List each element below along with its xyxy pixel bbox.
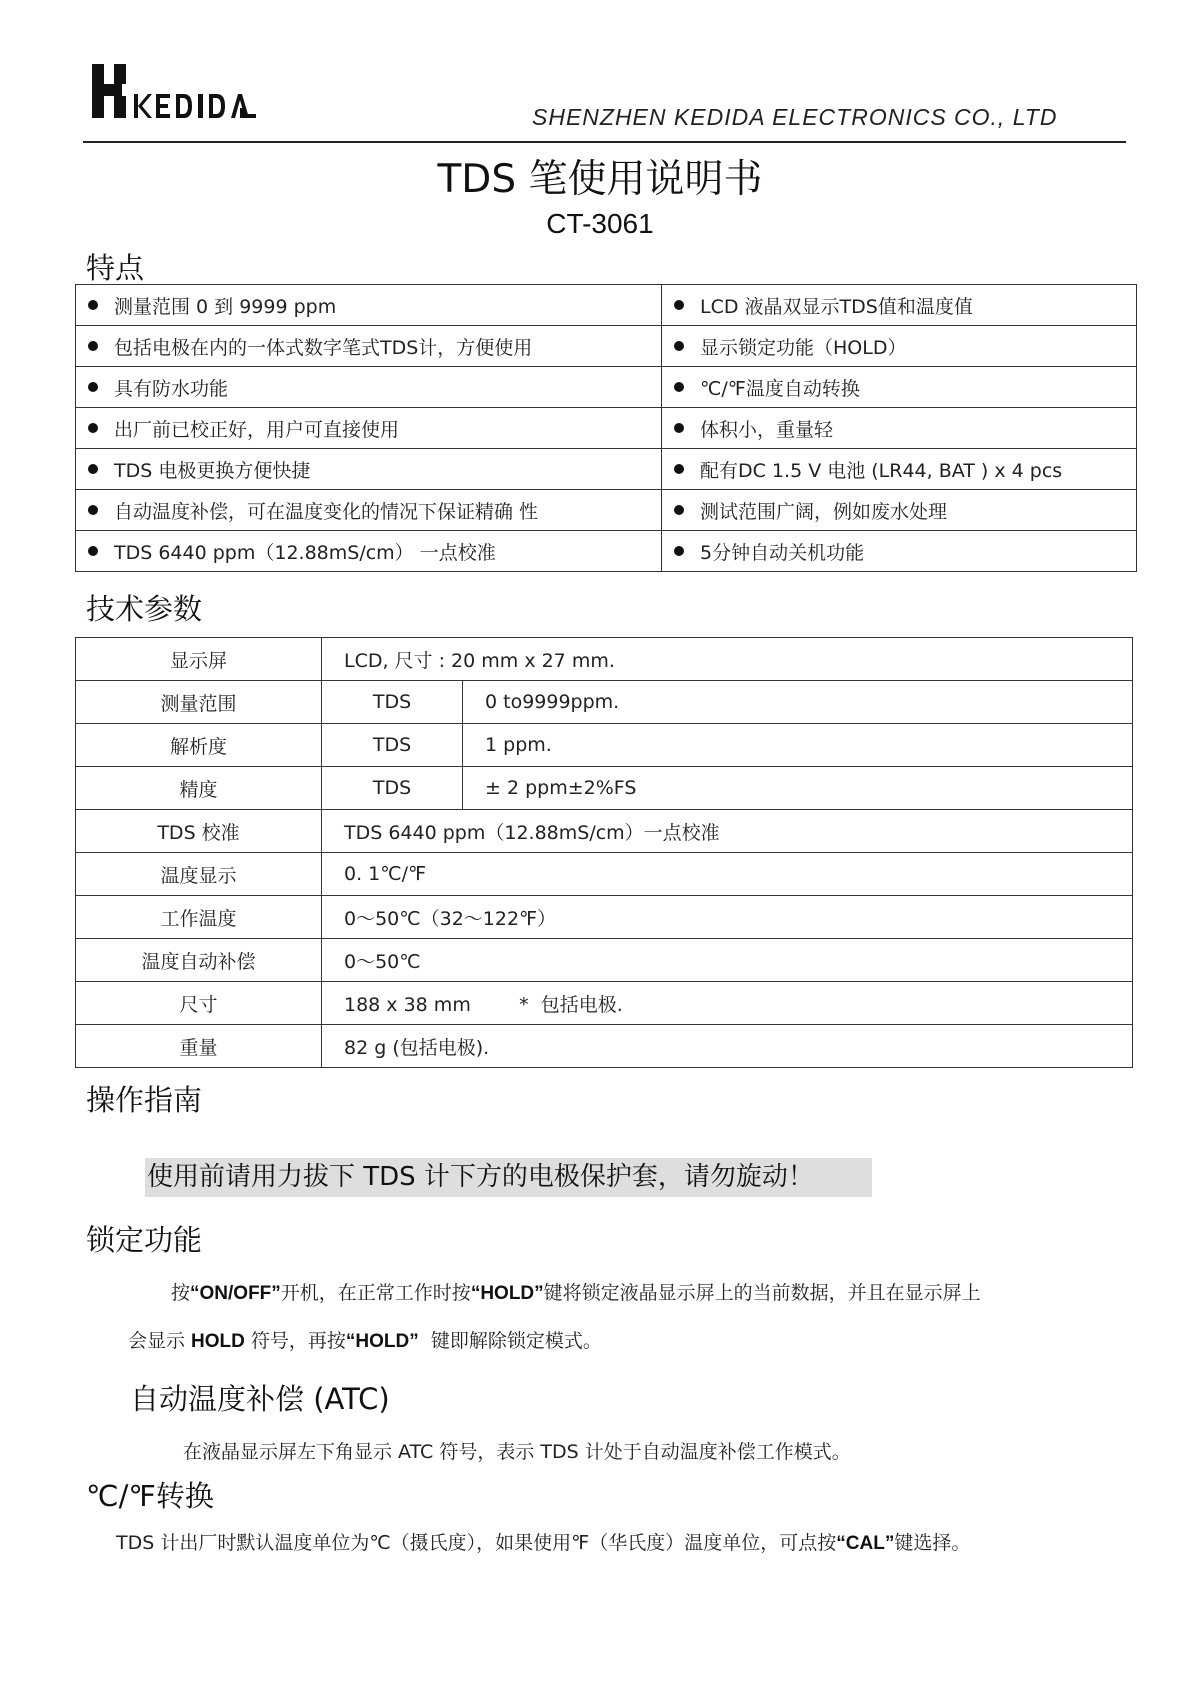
spec-value: 82 g (包括电极).: [322, 1025, 1133, 1068]
header-divider: [83, 141, 1126, 143]
feature-cell: 包括电极在内的一体式数字笔式TDS计，方便使用: [76, 326, 662, 367]
feature-cell: TDS 电极更换方便快捷: [76, 449, 662, 490]
spec-param: TDS: [322, 681, 463, 724]
table-row: [76, 408, 1137, 449]
feature-cell: 配有DC 1.5 V 电池 (LR44, BAT ) x 4 pcs: [662, 449, 1137, 490]
bullet-icon: [674, 423, 684, 433]
operation-heading: 操作指南: [86, 1083, 203, 1117]
table-row: [76, 724, 1133, 767]
spec-label: 温度自动补偿: [76, 939, 322, 982]
bullet-icon: [674, 382, 684, 392]
table-row: [76, 810, 1133, 853]
bullet-icon: [88, 505, 98, 515]
specs-table: [75, 637, 1133, 1068]
table-row: [76, 531, 1137, 572]
bullet-icon: [88, 464, 98, 474]
bullet-icon: [674, 546, 684, 556]
spec-label: 测量范围: [76, 681, 322, 724]
atc-paragraph: 在液晶显示屏左下角显示 ATC 符号，表示 TDS 计处于自动温度补偿工作模式。: [183, 1441, 851, 1463]
feature-cell: 测试范围广阔，例如废水处理: [662, 490, 1137, 531]
spec-label: 解析度: [76, 724, 322, 767]
feature-cell: 具有防水功能: [76, 367, 662, 408]
specs-heading: 技术参数: [86, 592, 203, 626]
bullet-icon: [88, 382, 98, 392]
spec-value: TDS 6440 ppm（12.88mS/cm）一点校准: [322, 810, 1133, 853]
spec-value: 0. 1℃/℉: [322, 853, 1133, 896]
table-row: [76, 367, 1137, 408]
spec-param: TDS: [322, 724, 463, 767]
feature-cell: ℃/℉温度自动转换: [662, 367, 1137, 408]
spec-value: ± 2 ppm±2%FS: [463, 767, 1133, 810]
bullet-icon: [674, 300, 684, 310]
bullet-icon: [674, 341, 684, 351]
table-row: [76, 853, 1133, 896]
table-row: [76, 982, 1133, 1025]
table-row: [76, 326, 1137, 367]
feature-cell: 测量范围 0 到 9999 ppm: [76, 285, 662, 326]
spec-value: 0～50℃: [322, 939, 1133, 982]
bullet-icon: [88, 341, 98, 351]
bullet-icon: [674, 464, 684, 474]
spec-value: LCD, 尺寸 : 20 mm x 27 mm.: [322, 638, 1133, 681]
spec-label: 尺寸: [76, 982, 322, 1025]
document-title: TDS 笔使用说明书: [437, 157, 763, 202]
feature-cell: LCD 液晶双显示TDS值和温度值: [662, 285, 1137, 326]
company-name: SHENZHEN KEDIDA ELECTRONICS CO., LTD: [532, 104, 1058, 130]
table-row: [76, 449, 1137, 490]
feature-cell: 自动温度补偿，可在温度变化的情况下保证精确 性: [76, 490, 662, 531]
table-row: [76, 939, 1133, 982]
feature-cell: TDS 6440 ppm（12.88mS/cm） 一点校准: [76, 531, 662, 572]
bullet-icon: [88, 546, 98, 556]
feature-cell: 体积小，重量轻: [662, 408, 1137, 449]
spec-label: 工作温度: [76, 896, 322, 939]
model-number: CT-3061: [546, 208, 654, 239]
hold-paragraph-line-2: 会显示 HOLD 符号，再按“HOLD” 键即解除锁定模式。: [128, 1330, 602, 1352]
spec-value: 188 x 38 mm * 包括电极.: [322, 982, 1133, 1025]
spec-label: 重量: [76, 1025, 322, 1068]
hold-heading: 锁定功能: [86, 1223, 203, 1257]
bullet-icon: [88, 423, 98, 433]
table-row: [76, 1025, 1133, 1068]
company-logo: [92, 64, 267, 126]
spec-label: TDS 校准: [76, 810, 322, 853]
spec-label: 显示屏: [76, 638, 322, 681]
hold-paragraph-line-1: 按“ON/OFF”开机，在正常工作时按“HOLD”键将锁定液晶显示屏上的当前数据，并且在显示屏上: [171, 1282, 981, 1304]
atc-heading: 自动温度补偿 (ATC): [130, 1382, 390, 1416]
table-row: [76, 490, 1137, 531]
table-row: [76, 767, 1133, 810]
warning-note: 使用前请用力拔下 TDS 计下方的电极保护套，请勿旋动！: [145, 1158, 872, 1197]
bullet-icon: [674, 505, 684, 515]
table-row: [76, 638, 1133, 681]
spec-value: 0 to9999ppm.: [463, 681, 1133, 724]
table-row: [76, 681, 1133, 724]
feature-cell: 显示锁定功能（HOLD）: [662, 326, 1137, 367]
spec-label: 温度显示: [76, 853, 322, 896]
table-row: [76, 285, 1137, 326]
spec-value: 1 ppm.: [463, 724, 1133, 767]
spec-param: TDS: [322, 767, 463, 810]
spec-label: 精度: [76, 767, 322, 810]
feature-cell: 出厂前已校正好，用户可直接使用: [76, 408, 662, 449]
bullet-icon: [88, 300, 98, 310]
features-heading: 特点: [86, 251, 145, 285]
unit-paragraph: TDS 计出厂时默认温度单位为℃（摄氏度），如果使用℉（华氏度）温度单位，可点按“CAL”键选择。: [116, 1532, 971, 1554]
feature-cell: 5分钟自动关机功能: [662, 531, 1137, 572]
spec-value: 0～50℃（32～122℉）: [322, 896, 1133, 939]
unit-heading: ℃/℉转换: [86, 1479, 214, 1513]
table-row: [76, 896, 1133, 939]
features-table: [75, 284, 1137, 572]
